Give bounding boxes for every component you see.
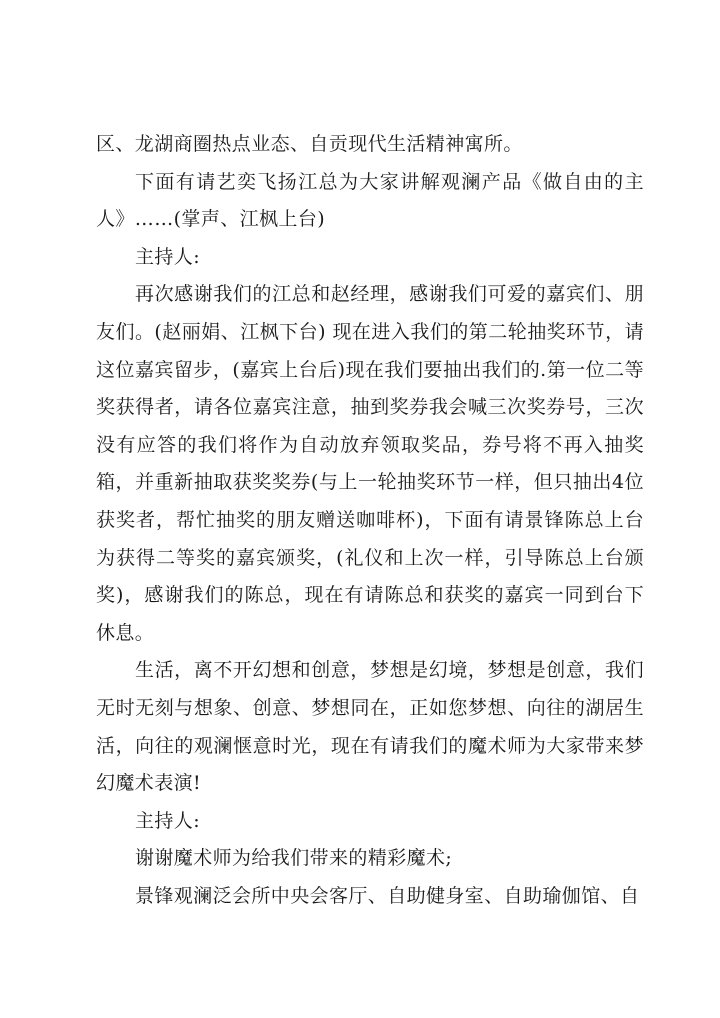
speaker-label-2: 主持人: bbox=[135, 809, 201, 832]
paragraph-2: 下面有请艺奕飞扬江总为大家讲解观澜产品《做自由的主人》……(掌声、江枫上台) bbox=[96, 170, 644, 231]
paragraph-4: 生活，离不开幻想和创意，梦想是幻境，梦想是创意，我们无时无刻与想象、创意、梦想同在，正如您梦想、向往的湖居生活，向往的观澜惬意时光，现在有请我们的魔术师为大家带来梦幻魔术表演! bbox=[96, 659, 644, 795]
speaker-label-1: 主持人: bbox=[135, 245, 201, 268]
document-page bbox=[96, 126, 644, 915]
paragraph-3: 再次感谢我们的江总和赵经理，感谢我们可爱的嘉宾们、朋友们。(赵丽娟、江枫下台) 现在进入我们的第二轮抽奖环节，请这位嘉宾留步，(嘉宾上台后)现在我们要抽出我们的.第一位二等奖获得者，请各位嘉宾注意，抽到奖券我会喊三次奖券号，三次没有应答的我们将作为自动放弃领取奖品，券号将不再入抽奖箱，并重新抽取获奖奖券(与上一轮抽奖环节一样，但只抽出4位获奖者，帮忙抽奖的朋友赠送咖啡杯)，下面有请景锋陈总上台为获得二等奖的嘉宾颁奖，(礼仪和上次一样，引导陈总上台颁奖)，感谢我们的陈总，现在有请陈总和获奖的嘉宾一同到台下休息。 bbox=[96, 283, 644, 644]
paragraph-1: 区、龙湖商圈热点业态、自贡现代生活精神寓所。 bbox=[96, 133, 523, 155]
paragraph-5: 谢谢魔术师为给我们带来的精彩魔术; bbox=[135, 847, 453, 870]
paragraph-6: 景锋观澜泛会所中央会客厅、自助健身室、自助瑜伽馆、自 bbox=[135, 884, 640, 907]
